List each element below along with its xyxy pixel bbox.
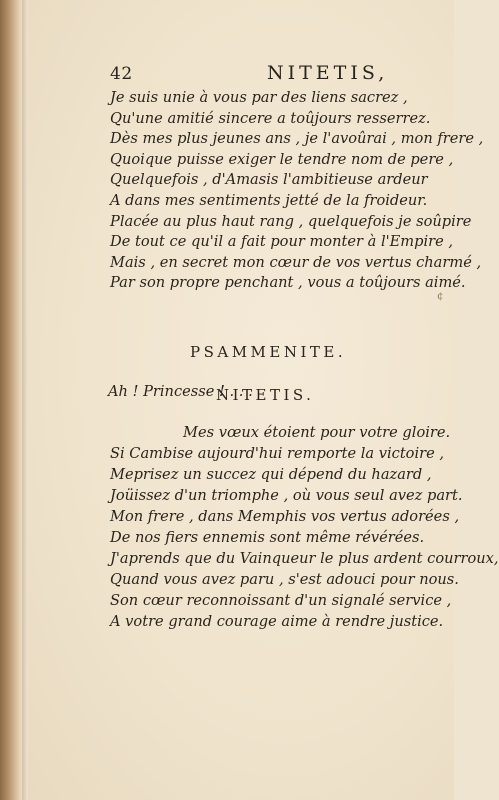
running-header xyxy=(82,62,422,86)
verse-line: Quand vous avez paru , s'est adouci pour nous. xyxy=(110,571,459,588)
verse-line: De nos fiers ennemis sont même révérées. xyxy=(110,529,425,546)
verse-line: Qu'une amitié sincere a toûjours resserrez. xyxy=(110,109,431,127)
book-spine-shadow xyxy=(0,0,22,800)
verse-line: De tout ce qu'il a fait pour monter à l'Empire , xyxy=(110,233,454,251)
verse-line: Quelquefois , d'Amasis l'ambitieuse ardeur xyxy=(110,171,428,189)
verse-line: Joüissez d'un triomphe , où vous seul avez part. xyxy=(110,487,463,504)
verse-line: Mais , en secret mon cœur de vos vertus charmé , xyxy=(110,253,482,271)
verse-line: Dès mes plus jeunes ans , je l'avoûrai , mon frere , xyxy=(110,130,484,148)
verse-line: Quoique puisse exiger le tendre nom de pere , xyxy=(110,150,454,168)
verse-line: Son cœur reconnoissant d'un signalé service , xyxy=(110,592,452,609)
speech-line-psammenite: Ah ! Princesse ! . . . xyxy=(108,383,253,400)
running-title: NITETIS, xyxy=(267,62,389,84)
verse-line: Mes vœux étoient pour votre gloire. xyxy=(183,424,451,441)
margin-mark: ¢ xyxy=(437,291,444,302)
page-number: 42 xyxy=(110,64,133,84)
verse-line: Meprisez un succez qui dépend du hazard , xyxy=(110,466,432,483)
verse-line: Si Cambise aujourd'hui remporte la victoire , xyxy=(110,445,445,462)
verse-line: A votre grand courage aime à rendre justice. xyxy=(110,613,444,630)
verse-line: A dans mes sentiments jetté de la froideur. xyxy=(110,192,428,209)
speaker-heading-psammenite: PSAMMENITE. xyxy=(190,343,347,361)
verse-line: Par son propre penchant , vous a toûjours aimé. xyxy=(110,274,466,292)
verse-line: Placée au plus haut rang , quelquefois je soûpire xyxy=(110,212,472,230)
verse-line: J'aprends que du Vainqueur le plus ardent courroux, xyxy=(110,550,499,567)
speaker-heading-nitetis: NITETIS. xyxy=(216,386,315,404)
verse-line: Mon frere , dans Memphis vos vertus adorées , xyxy=(110,508,460,525)
verse-line: Je suis unie à vous par des liens sacrez , xyxy=(110,89,408,106)
